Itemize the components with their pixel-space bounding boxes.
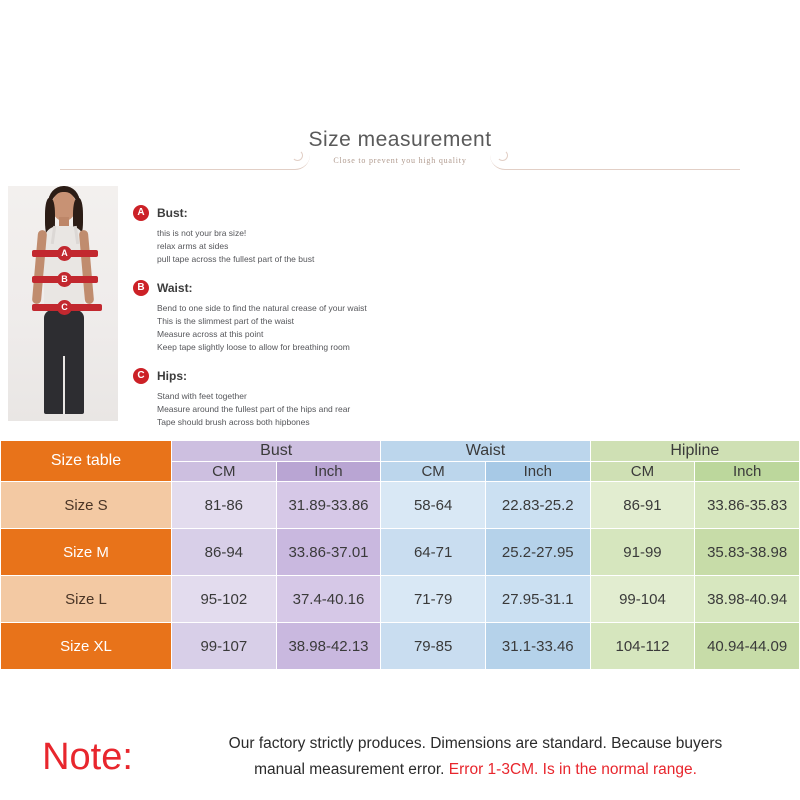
cell-l-hip-cm: 99-104 <box>590 576 695 623</box>
letter-badge-c: C <box>133 368 149 384</box>
cell-s-waist-inch: 22.83-25.2 <box>485 482 590 529</box>
note-line-2-black: manual measurement error. <box>254 761 449 778</box>
table-group-hipline: Hipline <box>590 441 799 462</box>
cell-m-bust-inch: 33.86-37.01 <box>276 529 381 576</box>
table-unit-hip-cm: CM <box>590 462 695 482</box>
note-text <box>175 731 800 783</box>
cell-l-bust-inch: 37.4-40.16 <box>276 576 381 623</box>
note-line-1: Our factory strictly produces. Dimensions are standard. Because buyers <box>228 735 723 752</box>
page-title: Size measurement <box>308 128 492 151</box>
table-header-row-groups <box>1 441 800 462</box>
cell-m-hip-cm: 91-99 <box>590 529 695 576</box>
cell-m-hip-inch: 35.83-38.98 <box>695 529 800 576</box>
instruction-waist-line-4: Keep tape slightly loose to allow for breathing room <box>157 342 350 352</box>
instruction-bust-line-1: this is not your bra size! <box>157 228 247 238</box>
size-table-wrapper <box>0 440 800 670</box>
cell-l-waist-cm: 71-79 <box>381 576 486 623</box>
cell-xl-hip-inch: 40.94-44.09 <box>695 623 800 670</box>
instruction-waist-title: Waist: <box>157 281 193 295</box>
instruction-waist-line-1: Bend to one side to find the natural crease of your waist <box>157 303 367 313</box>
model-badge-b: B <box>57 272 72 287</box>
table-unit-bust-cm: CM <box>172 462 277 482</box>
page-subtitle: Close to prevent you high quality <box>333 156 467 165</box>
note-line-2-red: Error 1-3CM. Is in the normal range. <box>448 761 697 778</box>
instruction-hips <box>133 368 573 429</box>
letter-badge-b: B <box>133 280 149 296</box>
row-label-size-m: Size M <box>1 529 172 576</box>
instruction-bust <box>133 205 573 266</box>
note-label: Note: <box>42 735 133 778</box>
instruction-bust-title: Bust: <box>157 206 188 220</box>
cell-xl-hip-cm: 104-112 <box>590 623 695 670</box>
note-section <box>0 714 800 800</box>
instruction-bust-header <box>133 205 573 221</box>
instruction-bust-line-3: pull tape across the fullest part of the bust <box>157 254 315 264</box>
table-unit-waist-cm: CM <box>381 462 486 482</box>
instruction-hips-line-1: Stand with feet together <box>157 391 247 401</box>
cell-s-waist-cm: 58-64 <box>381 482 486 529</box>
cell-l-hip-inch: 38.98-40.94 <box>695 576 800 623</box>
cell-xl-bust-inch: 38.98-42.13 <box>276 623 381 670</box>
table-unit-hip-inch: Inch <box>695 462 800 482</box>
cell-s-hip-cm: 86-91 <box>590 482 695 529</box>
instruction-hips-line-2: Measure around the fullest part of the hips and rear <box>157 404 351 414</box>
instructions-list <box>133 205 573 443</box>
cell-m-bust-cm: 86-94 <box>172 529 277 576</box>
row-label-size-s: Size S <box>1 482 172 529</box>
table-unit-bust-inch: Inch <box>276 462 381 482</box>
cell-l-bust-cm: 95-102 <box>172 576 277 623</box>
row-label-size-l: Size L <box>1 576 172 623</box>
table-row <box>1 482 800 529</box>
cell-s-hip-inch: 33.86-35.83 <box>695 482 800 529</box>
size-table <box>0 440 800 670</box>
instruction-waist-line-3: Measure across at this point <box>157 329 264 339</box>
page-title-block <box>0 128 800 165</box>
letter-badge-a: A <box>133 205 149 221</box>
model-badge-c: C <box>57 300 72 315</box>
instruction-waist-line-2: This is the slimmest part of the waist <box>157 316 294 326</box>
model-photo <box>8 186 118 421</box>
cell-m-waist-cm: 64-71 <box>381 529 486 576</box>
cell-m-waist-inch: 25.2-27.95 <box>485 529 590 576</box>
table-row <box>1 529 800 576</box>
cell-s-bust-cm: 81-86 <box>172 482 277 529</box>
table-unit-waist-inch: Inch <box>485 462 590 482</box>
table-group-waist: Waist <box>381 441 590 462</box>
row-label-size-xl: Size XL <box>1 623 172 670</box>
instruction-bust-line-2: relax arms at sides <box>157 241 229 251</box>
table-group-bust: Bust <box>172 441 381 462</box>
table-row <box>1 576 800 623</box>
table-corner-label: Size table <box>1 441 172 482</box>
cell-xl-waist-inch: 31.1-33.46 <box>485 623 590 670</box>
model-leg-gap <box>63 356 65 414</box>
cell-xl-bust-cm: 99-107 <box>172 623 277 670</box>
instruction-hips-title: Hips: <box>157 369 187 383</box>
model-badge-a: A <box>57 246 72 261</box>
instruction-hips-header <box>133 368 573 384</box>
cell-s-bust-inch: 31.89-33.86 <box>276 482 381 529</box>
cell-xl-waist-cm: 79-85 <box>381 623 486 670</box>
cell-l-waist-inch: 27.95-31.1 <box>485 576 590 623</box>
table-row <box>1 623 800 670</box>
instruction-waist <box>133 280 573 354</box>
instruction-waist-header <box>133 280 573 296</box>
instruction-hips-line-3: Tape should brush across both hipbones <box>157 417 310 427</box>
